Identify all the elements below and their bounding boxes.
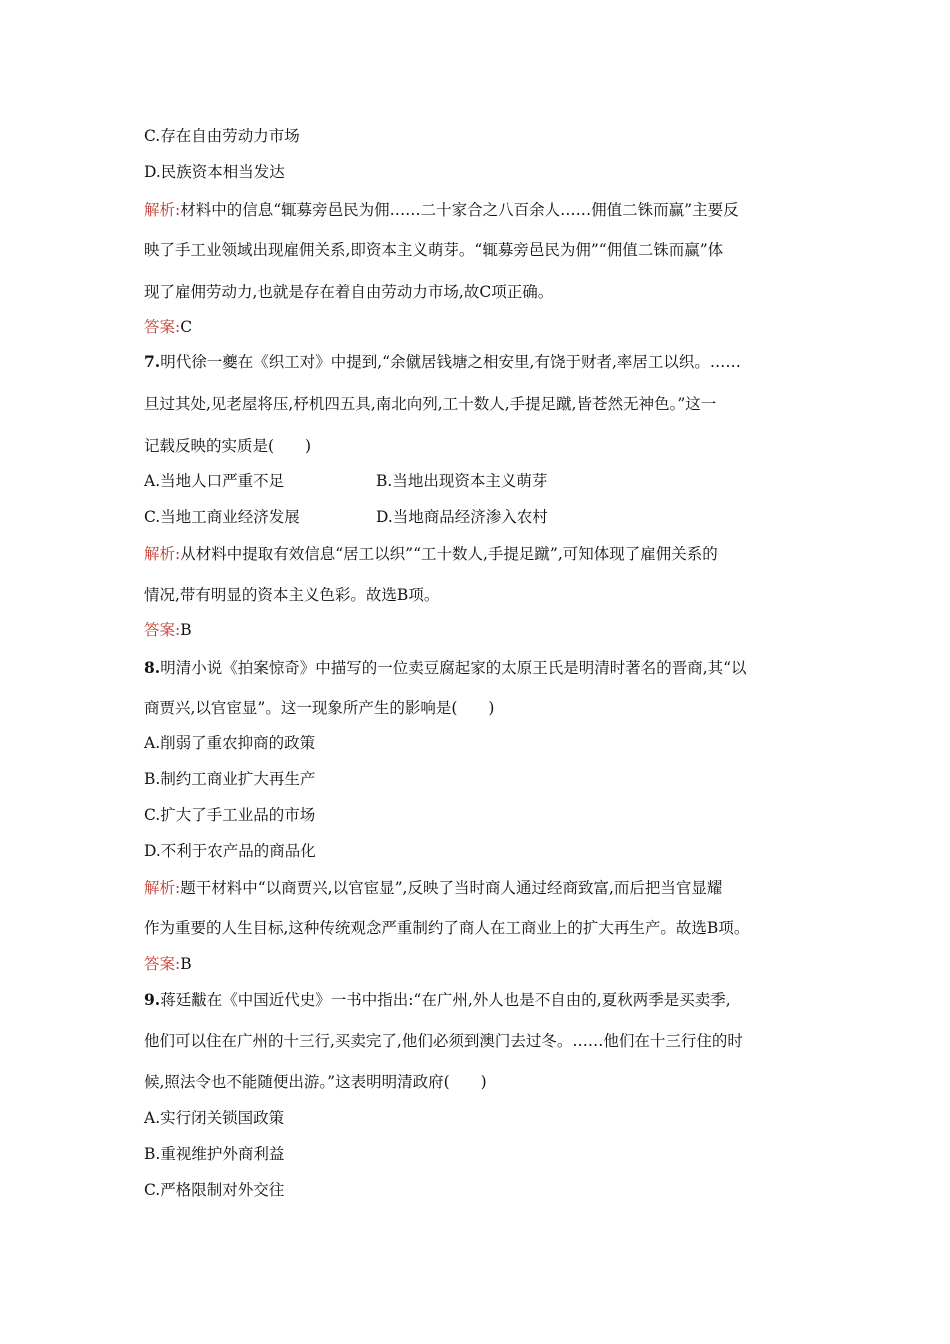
q6-analysis-line-1: 解析:材料中的信息“辄募旁邑民为佣……二十家合之八百余人……佣值二铢而赢”主要反 [144,201,739,219]
q7-stem-line-1: 7.明代徐一夔在《织工对》中提到,“余僦居钱塘之相安里,有饶于财者,率居工以织。…… [144,352,741,371]
question-number: 8. [144,658,161,677]
q8-analysis-line-2: 作为重要的人生目标,这种传统观念严重制约了商人在工商业上的扩大再生产。故选B项。 [144,919,750,937]
answer-label: 答案: [144,621,181,639]
question-number: 9. [144,990,161,1009]
answer-label: 答案: [144,955,181,973]
q8-option-a: A.削弱了重农抑商的政策 [144,734,316,752]
q7-option-d: D.当地商品经济渗入农村 [376,508,548,526]
q8-stem-line-1: 8.明清小说《拍案惊奇》中描写的一位卖豆腐起家的太原王氏是明清时著名的晋商,其“以 [144,658,747,677]
q8-option-d: D.不利于农产品的商品化 [144,842,316,860]
answer-label: 答案: [144,318,181,336]
q6-analysis-line-2: 映了手工业领域出现雇佣关系,即资本主义萌芽。“辄募旁邑民为佣”“佣值二铢而赢”体 [144,241,724,259]
q9-option-b: B.重视维护外商利益 [144,1145,285,1163]
q8-option-c: C.扩大了手工业品的市场 [144,806,316,824]
q7-option-b: B.当地出现资本主义萌芽 [376,472,548,490]
q6-analysis-line-3: 现了雇佣劳动力,也就是存在着自由劳动力市场,故C项正确。 [144,283,554,301]
q8-answer: 答案:B [144,955,192,973]
analysis-label: 解析: [144,545,181,563]
q6-answer: 答案:C [144,318,193,336]
q6-option-c: C.存在自由劳动力市场 [144,127,300,145]
q7-analysis-line-1: 解析:从材料中提取有效信息“居工以织”“工十数人,手提足蹴”,可知体现了雇佣关系的 [144,545,718,563]
q7-stem-line-2: 旦过其处,见老屋将压,杼机四五具,南北向列,工十数人,手提足蹴,皆苍然无神色。”这一 [144,395,717,413]
question-number: 7. [144,352,161,371]
q7-option-c: C.当地工商业经济发展 [144,508,300,526]
q7-analysis-line-2: 情况,带有明显的资本主义色彩。故选B项。 [144,586,440,604]
q9-stem-line-2: 他们可以住在广州的十三行,买卖完了,他们必须到澳门去过冬。……他们在十三行住的时 [144,1032,743,1050]
analysis-label: 解析: [144,201,181,219]
q8-analysis-line-1: 解析:题干材料中“以商贾兴,以官宦显”,反映了当时商人通过经商致富,而后把当官显耀 [144,879,723,897]
q7-stem-line-3: 记载反映的实质是( ) [144,437,312,455]
q7-answer: 答案:B [144,621,192,639]
analysis-label: 解析: [144,879,181,897]
q8-stem-line-2: 商贾兴,以官宦显”。这一现象所产生的影响是( ) [144,699,495,717]
q6-option-d: D.民族资本相当发达 [144,163,285,181]
q7-option-a: A.当地人口严重不足 [144,472,285,490]
q9-stem-line-1: 9.蒋廷黻在《中国近代史》一书中指出:“在广州,外人也是不自由的,夏秋两季是买卖季, [144,990,731,1009]
q9-option-c: C.严格限制对外交往 [144,1181,285,1199]
q9-stem-line-3: 候,照法令也不能随便出游。”这表明明清政府( ) [144,1073,487,1091]
q9-option-a: A.实行闭关锁国政策 [144,1109,285,1127]
q8-option-b: B.制约工商业扩大再生产 [144,770,316,788]
